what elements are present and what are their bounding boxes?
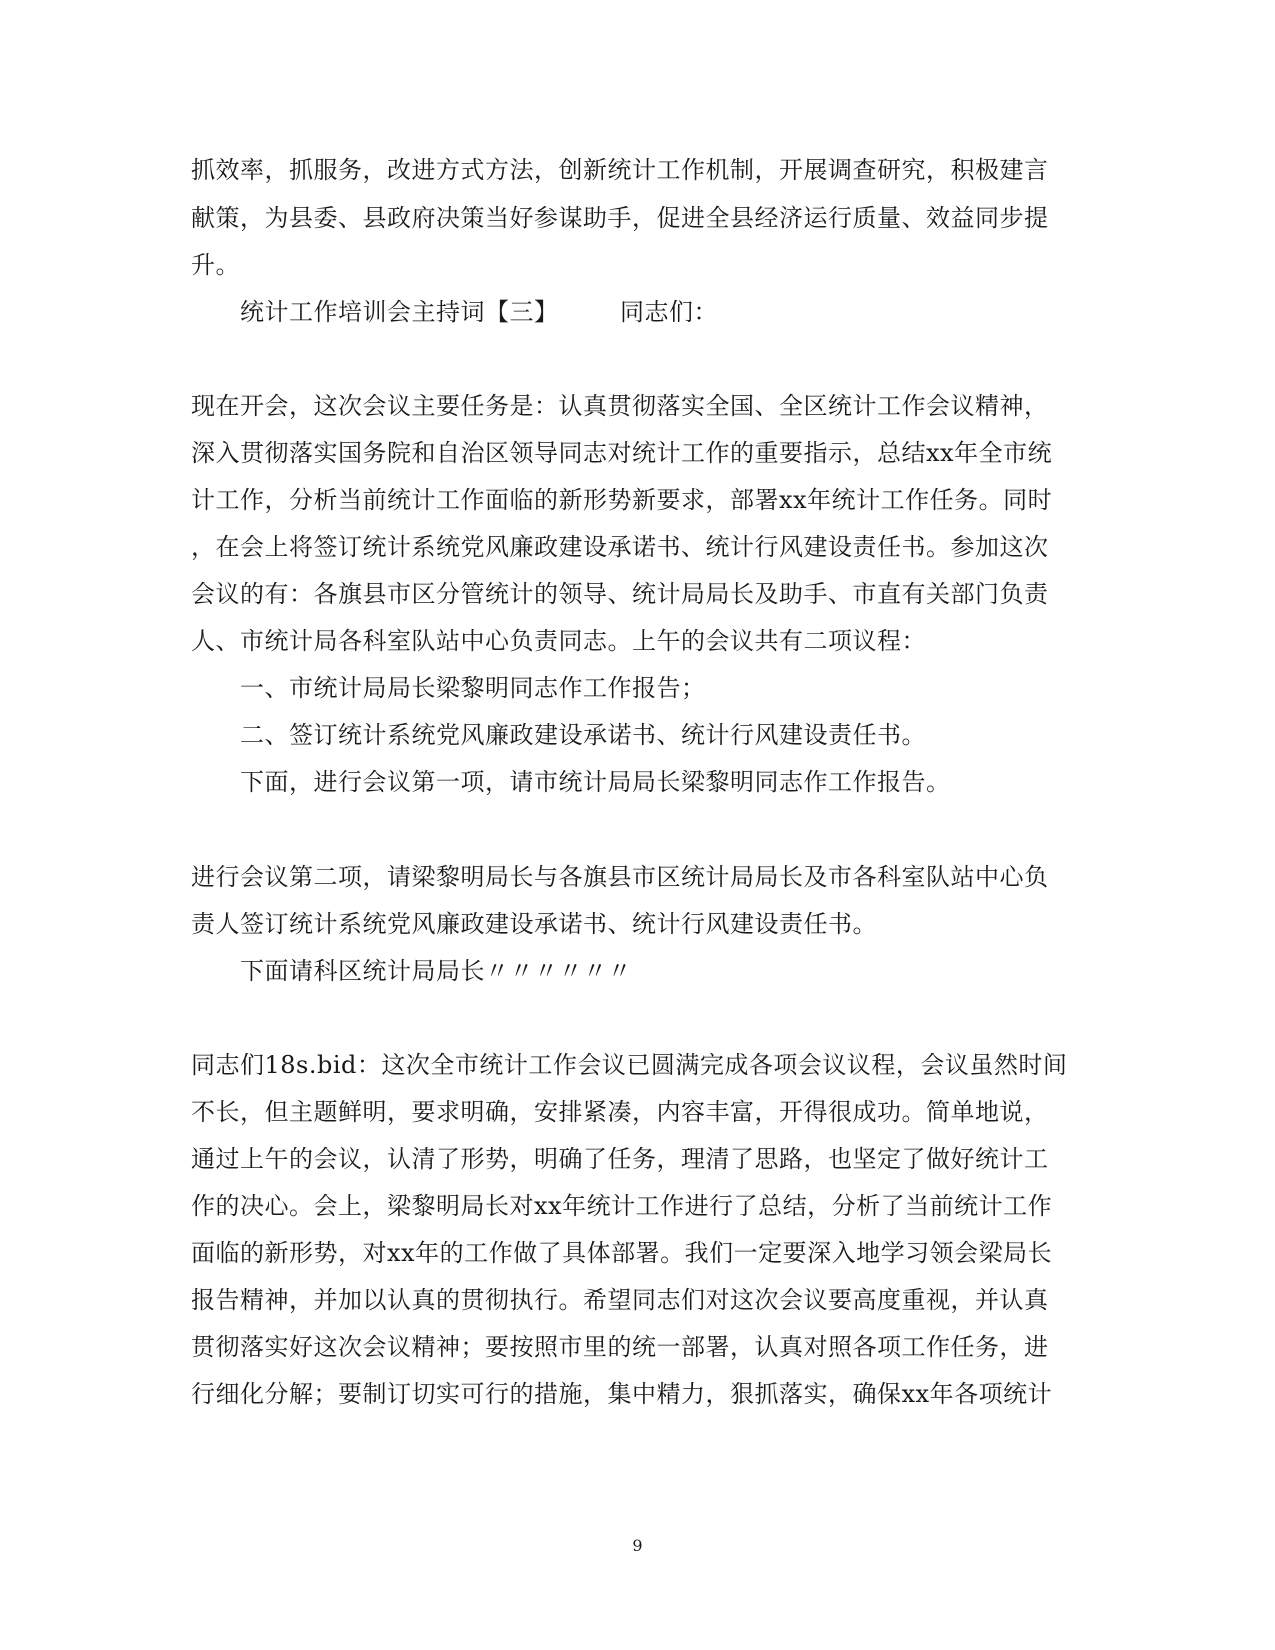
text-line: 作的决心。会上，梁黎明局长对xx年统计工作进行了总结，分析了当前统计工作 [191,1192,1053,1220]
agenda-item: 二、签订统计系统党风廉政建设承诺书、统计行风建设责任书。 [240,721,926,749]
section-heading: 统计工作培训会主持词【三】 同志们： [240,298,718,326]
text-line: 献策，为县委、县政府决策当好参谋助手，促进全县经济运行质量、效益同步提 [191,204,1049,232]
text-line: 不长，但主题鲜明，要求明确，安排紧凑，内容丰富，开得很成功。简单地说， [191,1098,1049,1126]
text-line: 下面，进行会议第一项，请市统计局局长梁黎明同志作工作报告。 [240,768,951,796]
agenda-item: 一、市统计局局长梁黎明同志作工作报告； [240,674,706,702]
text-line: 人、市统计局各科室队站中心负责同志。上午的会议共有二项议程： [191,627,926,655]
text-line: 行细化分解；要制订切实可行的措施，集中精力，狠抓落实，确保xx年各项统计 [191,1380,1053,1408]
text-line: 下面请科区统计局局长〃〃〃〃〃〃 [240,957,632,985]
text-line: 计工作，分析当前统计工作面临的新形势新要求，部署xx年统计工作任务。同时 [191,486,1053,514]
text-line: 升。 [191,251,240,279]
text-line: 面临的新形势，对xx年的工作做了具体部署。我们一定要深入地学习领会梁局长 [191,1239,1053,1267]
page-number: 9 [632,1536,643,1555]
text-line: 责人签订统计系统党风廉政建设承诺书、统计行风建设责任书。 [191,910,877,938]
text-line: 会议的有：各旗县市区分管统计的领导、统计局局长及助手、市直有关部门负责 [191,580,1049,608]
text-line: 抓效率，抓服务，改进方式方法，创新统计工作机制，开展调查研究，积极建言 [191,156,1049,184]
text-line: ，在会上将签订统计系统党风廉政建设承诺书、统计行风建设责任书。参加这次 [191,533,1049,561]
text-line: 报告精神，并加以认真的贯彻执行。希望同志们对这次会议要高度重视，并认真 [191,1286,1049,1314]
text-line: 现在开会，这次会议主要任务是：认真贯彻落实全国、全区统计工作会议精神， [191,392,1049,420]
text-line: 通过上午的会议，认清了形势，明确了任务，理清了思路，也坚定了做好统计工 [191,1145,1049,1173]
text-line: 贯彻落实好这次会议精神；要按照市里的统一部署，认真对照各项工作任务，进 [191,1333,1049,1361]
text-line: 同志们18s.bid：这次全市统计工作会议已圆满完成各项会议议程，会议虽然时间 [191,1051,1068,1079]
text-line: 进行会议第二项，请梁黎明局长与各旗县市区统计局局长及市各科室队站中心负 [191,863,1049,891]
text-line: 深入贯彻落实国务院和自治区领导同志对统计工作的重要指示，总结xx年全市统 [191,439,1053,467]
